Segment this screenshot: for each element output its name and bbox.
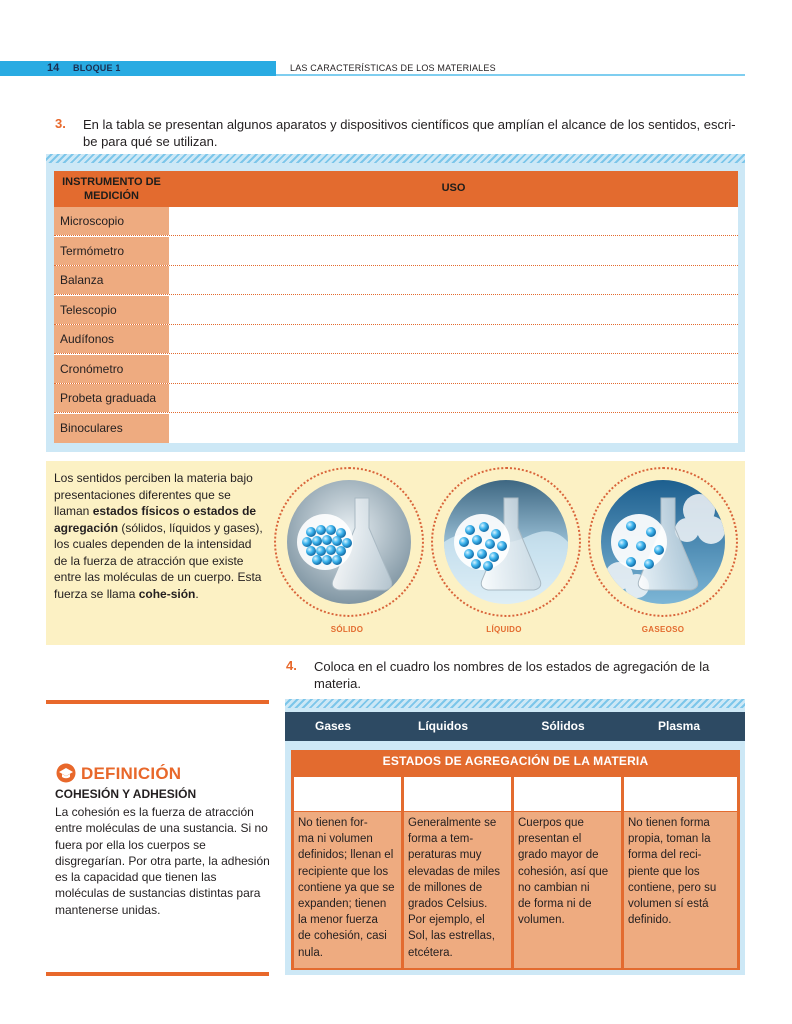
info-text-bold: estados físicos o estados de agregación bbox=[54, 504, 257, 535]
states-table-title: ESTADOS DE AGREGACIÓN DE LA MATERIA bbox=[382, 754, 649, 768]
header-use: USO bbox=[441, 182, 466, 194]
info-text-part: . bbox=[195, 586, 199, 601]
table-row bbox=[54, 325, 738, 354]
info-text-part: (sólidos, líquidos y gases), los cuales dependen de la intensidad de la fuerza de atracción que existe entre las moléculas de un cuerpo. Esta fuerza se llama bbox=[54, 520, 263, 601]
info-text-part: Los sentidos perciben la materia bajo presentaciones diferentes que se llaman bbox=[54, 471, 253, 518]
table-header bbox=[54, 171, 738, 207]
question-3-line1: En la tabla se presentan algunos aparatos y dispositivos científicos que amplían el alcance de los sentidos, escri- bbox=[83, 117, 736, 132]
states-info-panel bbox=[46, 461, 745, 645]
instrument-cell: Termómetro bbox=[54, 237, 169, 265]
use-cell[interactable] bbox=[169, 207, 738, 235]
answer-box-4[interactable] bbox=[624, 777, 737, 811]
liquid-label: LÍQUIDO bbox=[486, 625, 522, 634]
header-rule bbox=[276, 74, 745, 76]
solid-label: SÓLIDO bbox=[330, 625, 364, 634]
solid-flask-image bbox=[287, 480, 411, 604]
use-cell[interactable] bbox=[169, 325, 738, 353]
use-cell[interactable] bbox=[169, 266, 738, 294]
instrument-cell: Probeta graduada bbox=[54, 384, 169, 412]
description-2: Generalmente se forma a tem- peraturas muy elevadas de miles de millones de grados Celsius. Por ejemplo, el Sol, las estrellas, etcétera. bbox=[404, 812, 511, 968]
use-cell[interactable] bbox=[169, 296, 738, 324]
table-row bbox=[54, 384, 738, 413]
option-gases[interactable]: Gases bbox=[314, 719, 352, 733]
definition-bottom-rule bbox=[46, 972, 269, 976]
header-bar bbox=[0, 61, 276, 76]
instrument-table-panel bbox=[46, 154, 745, 452]
table-row bbox=[54, 355, 738, 384]
options-bar bbox=[285, 712, 745, 741]
gas-state-illustration bbox=[588, 467, 738, 617]
definition-text: La cohesión es la fuerza de atracción entre moléculas de una sustancia. Si no fuera por ella los cuerpos se disgregarían. Por otra parte, la adhesión es la capacidad que tienen las moléculas de sustancias distintas para mantenerse unidas. bbox=[55, 805, 270, 917]
instrument-cell: Microscopio bbox=[54, 207, 169, 235]
instrument-table bbox=[54, 171, 738, 443]
instrument-cell: Telescopio bbox=[54, 296, 169, 324]
solid-state-illustration bbox=[274, 467, 424, 617]
chapter-title: LAS CARACTERÍSTICAS DE LOS MATERIALES bbox=[290, 63, 496, 73]
answer-box-2[interactable] bbox=[404, 777, 511, 811]
instrument-cell: Cronómetro bbox=[54, 355, 169, 383]
question-3-number: 3. bbox=[55, 116, 66, 131]
definition-top-rule bbox=[46, 700, 269, 704]
table-row bbox=[54, 296, 738, 325]
info-text-bold: cohe-sión bbox=[138, 586, 196, 601]
instrument-cell: Audífonos bbox=[54, 325, 169, 353]
definition-title: DEFINICIÓN bbox=[81, 764, 182, 783]
use-cell[interactable] bbox=[169, 384, 738, 412]
option-solidos[interactable]: Sólidos bbox=[541, 719, 585, 733]
instrument-cell: Balanza bbox=[54, 266, 169, 294]
block-label: BLOQUE 1 bbox=[73, 63, 121, 73]
use-cell[interactable] bbox=[169, 237, 738, 265]
use-cell[interactable] bbox=[169, 414, 738, 443]
use-cell[interactable] bbox=[169, 355, 738, 383]
option-liquidos[interactable]: Líquidos bbox=[418, 719, 468, 733]
gas-label: GASEOSO bbox=[641, 625, 685, 634]
header-instrument-line2: MEDICIÓN bbox=[84, 190, 139, 202]
question-4-line2: materia. bbox=[314, 676, 361, 691]
gas-flask-image bbox=[601, 480, 725, 604]
table-row bbox=[54, 237, 738, 266]
description-1: No tienen for- ma ni volumen definidos; llenan el recipiente que los contiene ya que se expanden; tienen la menor fuerza de cohesión, casi nula. bbox=[294, 812, 401, 968]
states-info-text bbox=[54, 470, 264, 602]
liquid-flask-image bbox=[444, 480, 568, 604]
answer-box-3[interactable] bbox=[514, 777, 621, 811]
liquid-state-illustration bbox=[431, 467, 581, 617]
definition-subtitle: COHESIÓN Y ADHESIÓN bbox=[55, 787, 197, 801]
instrument-cell: Binoculares bbox=[54, 414, 169, 443]
question-4-line1: Coloca en el cuadro los nombres de los estados de agregación de la bbox=[314, 659, 710, 674]
states-table bbox=[291, 750, 740, 970]
header-instrument bbox=[54, 175, 169, 203]
option-plasma[interactable]: Plasma bbox=[657, 719, 701, 733]
table-row bbox=[54, 266, 738, 295]
header-instrument-line1: INSTRUMENTO DE bbox=[62, 176, 161, 188]
graduation-cap-icon bbox=[55, 763, 77, 783]
description-3: Cuerpos que presentan el grado mayor de cohesión, así que no cambian ni de forma ni de volumen. bbox=[514, 812, 621, 968]
decorative-stripe bbox=[285, 699, 745, 708]
page-number: 14 bbox=[47, 62, 60, 74]
question-4-number: 4. bbox=[286, 658, 297, 673]
table-row bbox=[54, 414, 738, 443]
states-table-panel bbox=[285, 699, 745, 975]
table-row bbox=[54, 207, 738, 236]
decorative-stripe bbox=[46, 154, 745, 163]
description-4: No tienen forma propia, toman la forma del reci- piente que los contiene, pero su volumen sí está definido. bbox=[624, 812, 737, 968]
answer-box-1[interactable] bbox=[294, 777, 401, 811]
question-3-line2: be para qué se utilizan. bbox=[83, 134, 218, 149]
